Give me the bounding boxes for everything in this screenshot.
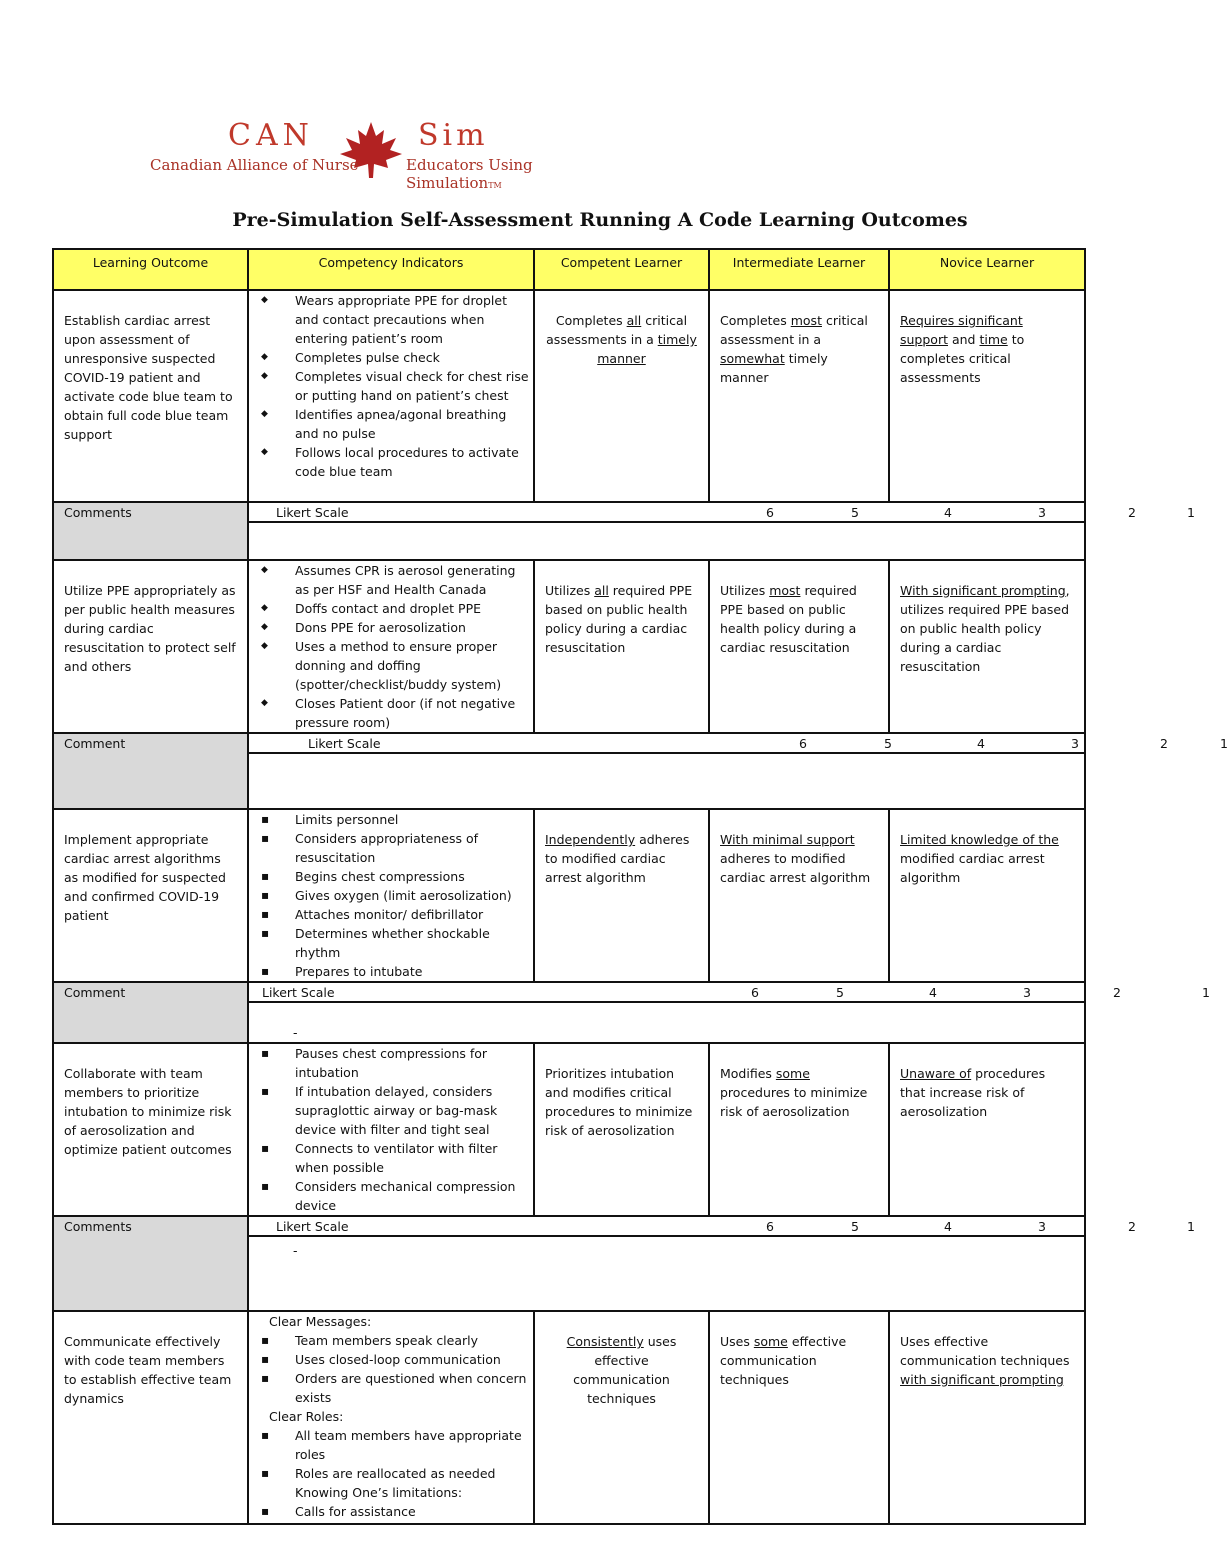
comment-likert-row <box>53 982 1085 1002</box>
likert-value[interactable]: 6 <box>799 736 807 751</box>
descriptor-text: critical assessments in a <box>546 313 688 347</box>
novice-learner-cell-text <box>890 561 1084 676</box>
descriptor-text: Prioritizes intubation and modifies critical procedures to minimize risk of aerosolization <box>545 1066 693 1138</box>
indicator-list <box>249 1426 533 1483</box>
descriptor-text: Uses effective communication techniques <box>900 1334 1070 1368</box>
emphasis-text: somewhat <box>720 351 785 366</box>
outcome-row <box>53 1311 1085 1524</box>
competent-learner-cell <box>534 560 709 733</box>
competency-indicators-cell <box>248 809 534 982</box>
indicator-group-title: Knowing One’s limitations: <box>295 1485 463 1500</box>
comment-entry-text <box>249 523 1084 527</box>
indicator-item: ◆ Uses a method to ensure proper donning and doffing (spotter/checklist/buddy system) <box>295 637 533 694</box>
table-header-row <box>53 249 1085 290</box>
descriptor-text: Uses <box>720 1334 754 1349</box>
indicator-item: ▪ Prepares to intubate <box>295 962 533 981</box>
comment-entry-text <box>249 754 1084 758</box>
descriptor-text: procedures to minimize risk of aerosolization <box>720 1085 868 1119</box>
competent-learner-cell <box>534 1043 709 1216</box>
novice-learner-cell-text <box>890 291 1084 387</box>
learning-outcome-text: Collaborate with team members to prioritize intubation to minimize risk of aerosolization and optimize patient outcomes <box>64 1066 232 1157</box>
comment-label: Comment <box>64 736 126 751</box>
indicator-item: ◆ Dons PPE for aerosolization <box>295 618 533 637</box>
likert-value[interactable]: 5 <box>836 985 844 1000</box>
likert-value[interactable]: 3 <box>1023 985 1031 1000</box>
learning-outcome-text: Establish cardiac arrest upon assessment of unresponsive suspected COVID-19 patient and activate code blue team to obtain full code blue team support <box>64 313 233 442</box>
emphasis-text: some <box>775 1066 810 1081</box>
likert-scale-cell <box>248 982 1210 1002</box>
likert-value[interactable]: 5 <box>851 1219 859 1234</box>
novice-learner-cell <box>889 809 1085 982</box>
novice-learner-cell-text <box>890 810 1084 887</box>
likert-value[interactable]: 3 <box>1038 1219 1046 1234</box>
indicator-item: ◆ Doffs contact and droplet PPE <box>295 599 533 618</box>
indicator-list <box>249 1331 533 1407</box>
competency-indicators-cell <box>248 290 534 502</box>
logo-sim-text: Sim <box>418 118 489 153</box>
comment-label-cell <box>53 733 248 809</box>
emphasis-text: all <box>594 583 609 598</box>
likert-value[interactable]: 4 <box>929 985 937 1000</box>
likert-scale <box>249 1217 1195 1235</box>
outcome-row <box>53 1043 1085 1216</box>
comment-label: Comment <box>64 985 126 1000</box>
intermediate-learner-cell <box>709 809 889 982</box>
intermediate-learner-cell <box>709 1043 889 1216</box>
emphasis-text: Limited knowledge of the <box>900 832 1059 847</box>
emphasis-text: with significant prompting <box>900 1372 1064 1387</box>
learning-outcome-text: Utilize PPE appropriately as per public health measures during cardiac resuscitation to protect self and others <box>64 583 236 674</box>
novice-learner-cell-text <box>890 1312 1084 1389</box>
comment-entry-field[interactable] <box>248 522 1085 560</box>
likert-value[interactable]: 6 <box>766 505 774 520</box>
competency-indicators-cell <box>248 1311 534 1524</box>
descriptor-text: critical assessment in a <box>720 313 868 347</box>
comment-entry-text: - <box>293 1243 298 1258</box>
indicator-item: ◆ Completes pulse check <box>295 348 533 367</box>
indicator-item: ▪ Team members speak clearly <box>295 1331 533 1350</box>
likert-value[interactable]: 5 <box>851 505 859 520</box>
likert-value[interactable]: 4 <box>944 1219 952 1234</box>
likert-value[interactable]: 2 <box>1160 736 1168 751</box>
indicator-item: ▪ All team members have appropriate roles <box>295 1426 533 1464</box>
learning-outcome-text: Implement appropriate cardiac arrest algorithms as modified for suspected and confirmed COVID-19 patient <box>64 832 226 923</box>
indicator-item: ◆ Identifies apnea/agonal breathing and no pulse <box>295 405 533 443</box>
likert-value[interactable]: 3 <box>1038 505 1046 520</box>
learning-outcome-cell <box>53 809 248 982</box>
learning-outcome-cell <box>53 1043 248 1216</box>
emphasis-text: Independently <box>545 832 636 847</box>
header-intermediate-learner: Intermediate Learner <box>709 249 889 290</box>
indicator-item: ▪ Orders are questioned when concern exists <box>295 1369 533 1407</box>
indicator-item: ▪ Gives oxygen (limit aerosolization) <box>295 886 533 905</box>
comment-entry-field[interactable] <box>248 753 1085 809</box>
intermediate-learner-cell-text <box>710 561 888 657</box>
indicator-item: ▪ Pauses chest compressions for intubation <box>295 1044 533 1082</box>
indicator-item: ◆ Closes Patient door (if not negative pressure room) <box>295 694 533 732</box>
descriptor-text: adheres to modified cardiac arrest algorithm <box>720 851 871 885</box>
likert-value[interactable]: 4 <box>977 736 985 751</box>
descriptor-text: uses effective communication techniques <box>573 1334 677 1406</box>
likert-value[interactable]: 5 <box>884 736 892 751</box>
descriptor-text: Modifies <box>720 1066 776 1081</box>
indicator-item: ▪ Uses closed-loop communication <box>295 1350 533 1369</box>
likert-scale-cell <box>248 733 1228 753</box>
indicator-item: ◆ Completes visual check for chest rise or putting hand on patient’s chest <box>295 367 533 405</box>
likert-value[interactable]: 4 <box>944 505 952 520</box>
comment-label-cell <box>53 982 248 1043</box>
indicator-group-title: Clear Roles: <box>269 1409 344 1424</box>
likert-scale <box>249 734 1228 752</box>
emphasis-text: time <box>979 332 1008 347</box>
indicator-list <box>249 1502 533 1521</box>
novice-learner-cell <box>889 1311 1085 1524</box>
logo-subtitle-right: Educators Using SimulationTM <box>406 156 533 192</box>
emphasis-text: Unaware of <box>900 1066 972 1081</box>
indicator-item: ▪ Begins chest compressions <box>295 867 533 886</box>
competent-learner-cell-text <box>535 1312 708 1408</box>
indicator-item: ◆ Assumes CPR is aerosol generating as per HSF and Health Canada <box>295 561 533 599</box>
novice-learner-cell <box>889 1043 1085 1216</box>
indicator-item: ▪ Roles are reallocated as needed <box>295 1464 533 1483</box>
logo-subtitle-left: Canadian Alliance of Nurse <box>150 156 359 174</box>
descriptor-text: and <box>948 332 980 347</box>
competent-learner-cell-text <box>535 810 708 887</box>
comment-entry-field[interactable] <box>248 1002 1085 1043</box>
learning-outcome-cell <box>53 560 248 733</box>
likert-value[interactable]: 1 <box>1187 1219 1195 1234</box>
intermediate-learner-cell <box>709 560 889 733</box>
indicator-item: ▪ Limits personnel <box>295 810 533 829</box>
competency-indicators-cell <box>248 1043 534 1216</box>
competent-learner-cell-text <box>535 1044 708 1140</box>
likert-value[interactable]: 2 <box>1113 985 1121 1000</box>
indicator-item: ▪ Attaches monitor/ defibrillator <box>295 905 533 924</box>
outcome-row <box>53 809 1085 982</box>
likert-label: Likert Scale <box>276 505 349 520</box>
likert-value[interactable]: 2 <box>1128 505 1136 520</box>
comment-label-cell <box>53 1216 248 1311</box>
outcomes-table <box>52 248 1228 1525</box>
comment-likert-row <box>53 1216 1085 1236</box>
emphasis-text: Requires significant support <box>900 313 1023 347</box>
likert-value[interactable]: 2 <box>1128 1219 1136 1234</box>
indicator-list <box>249 291 533 481</box>
comment-label: Comments <box>64 505 132 520</box>
comment-entry-text: - <box>293 1025 298 1040</box>
emphasis-text: all <box>626 313 642 328</box>
descriptor-text: procedures that increase risk of aerosolization <box>900 1066 1046 1119</box>
likert-scale-cell <box>248 502 1195 522</box>
likert-value[interactable]: 3 <box>1071 736 1079 751</box>
document-title: Pre-Simulation Self-Assessment Running A Code Learning Outcomes <box>232 209 968 231</box>
likert-scale <box>249 503 1195 521</box>
descriptor-text: Completes <box>720 313 791 328</box>
descriptor-text: adheres to modified cardiac arrest algorithm <box>545 832 690 885</box>
likert-scale <box>249 983 1210 1001</box>
comment-label: Comments <box>64 1219 132 1234</box>
likert-label: Likert Scale <box>308 736 381 751</box>
emphasis-text: With significant prompting <box>900 583 1066 598</box>
emphasis-text: most <box>769 583 801 598</box>
intermediate-learner-cell <box>709 1311 889 1524</box>
novice-learner-cell <box>889 290 1085 502</box>
likert-value[interactable]: 1 <box>1187 505 1195 520</box>
indicator-item: ▪ Determines whether shockable rhythm <box>295 924 533 962</box>
emphasis-text: some <box>753 1334 788 1349</box>
emphasis-text: Consistently <box>566 1334 644 1349</box>
descriptor-text: modified cardiac arrest algorithm <box>900 851 1045 885</box>
learning-outcome-cell <box>53 290 248 502</box>
indicator-item: ◆ Wears appropriate PPE for droplet and contact precautions when entering patient’s room <box>295 291 533 348</box>
indicator-item: ▪ Considers mechanical compression device <box>295 1177 533 1215</box>
likert-value[interactable]: 6 <box>751 985 759 1000</box>
novice-learner-cell-text <box>890 1044 1084 1121</box>
intermediate-learner-cell-text <box>710 291 888 387</box>
likert-value[interactable]: 1 <box>1220 736 1228 751</box>
descriptor-text: , utilizes required PPE based on public health policy during a cardiac resuscitation <box>900 583 1070 674</box>
descriptor-text: Completes <box>555 313 627 328</box>
header-competency-indicators: Competency Indicators <box>248 249 534 290</box>
descriptor-text: Utilizes <box>545 583 595 598</box>
descriptor-text: to completes critical assessments <box>900 332 1025 385</box>
header-novice-learner: Novice Learner <box>889 249 1085 290</box>
header-competent-learner: Competent Learner <box>534 249 709 290</box>
indicator-item: ▪ Calls for assistance <box>295 1502 533 1521</box>
competent-learner-cell-text <box>535 561 708 657</box>
competent-learner-cell <box>534 1311 709 1524</box>
indicator-item: ◆ Follows local procedures to activate code blue team <box>295 443 533 481</box>
competent-learner-cell <box>534 809 709 982</box>
descriptor-text: effective communication techniques <box>720 1334 847 1387</box>
learning-outcome-text: Communicate effectively with code team members to establish effective team dynamics <box>64 1334 232 1406</box>
indicator-list <box>249 561 533 732</box>
novice-learner-cell <box>889 560 1085 733</box>
indicator-item: ▪ Considers appropriateness of resuscitation <box>295 829 533 867</box>
intermediate-learner-cell <box>709 290 889 502</box>
outcome-row <box>53 560 1085 733</box>
outcome-row <box>53 290 1085 502</box>
intermediate-learner-cell-text <box>710 1044 888 1121</box>
competency-indicators-cell <box>248 560 534 733</box>
competent-learner-cell <box>534 290 709 502</box>
indicator-item: ▪ Connects to ventilator with filter when possible <box>295 1139 533 1177</box>
intermediate-learner-cell-text <box>710 810 888 887</box>
comment-likert-row <box>53 733 1085 753</box>
intermediate-learner-cell-text <box>710 1312 888 1389</box>
comment-likert-row <box>53 502 1085 522</box>
comment-label-cell <box>53 502 248 560</box>
descriptor-text: timely manner <box>720 351 828 385</box>
indicator-list <box>249 810 533 981</box>
indicator-group-title: Clear Messages: <box>269 1314 372 1329</box>
competent-learner-cell-text <box>535 291 708 368</box>
emphasis-text: timely manner <box>597 332 697 366</box>
indicator-list <box>249 1044 533 1215</box>
indicator-item: ▪ If intubation delayed, considers supraglottic airway or bag-mask device with filter and tight seal <box>295 1082 533 1139</box>
likert-label: Likert Scale <box>276 1219 349 1234</box>
likert-value[interactable]: 1 <box>1202 985 1210 1000</box>
logo-can-text: CAN <box>228 118 314 153</box>
likert-value[interactable]: 6 <box>766 1219 774 1234</box>
descriptor-text: Utilizes <box>720 583 770 598</box>
learning-outcome-cell <box>53 1311 248 1524</box>
cansim-logo <box>148 118 628 192</box>
emphasis-text: most <box>790 313 822 328</box>
descriptor-text: required PPE based on public health policy during a cardiac resuscitation <box>545 583 693 655</box>
header-learning-outcome: Learning Outcome <box>53 249 248 290</box>
comment-entry-field[interactable] <box>248 1236 1085 1311</box>
likert-label: Likert Scale <box>262 985 335 1000</box>
emphasis-text: With minimal support <box>720 832 855 847</box>
descriptor-text: required PPE based on public health policy during a cardiac resuscitation <box>720 583 857 655</box>
likert-scale-cell <box>248 1216 1195 1236</box>
